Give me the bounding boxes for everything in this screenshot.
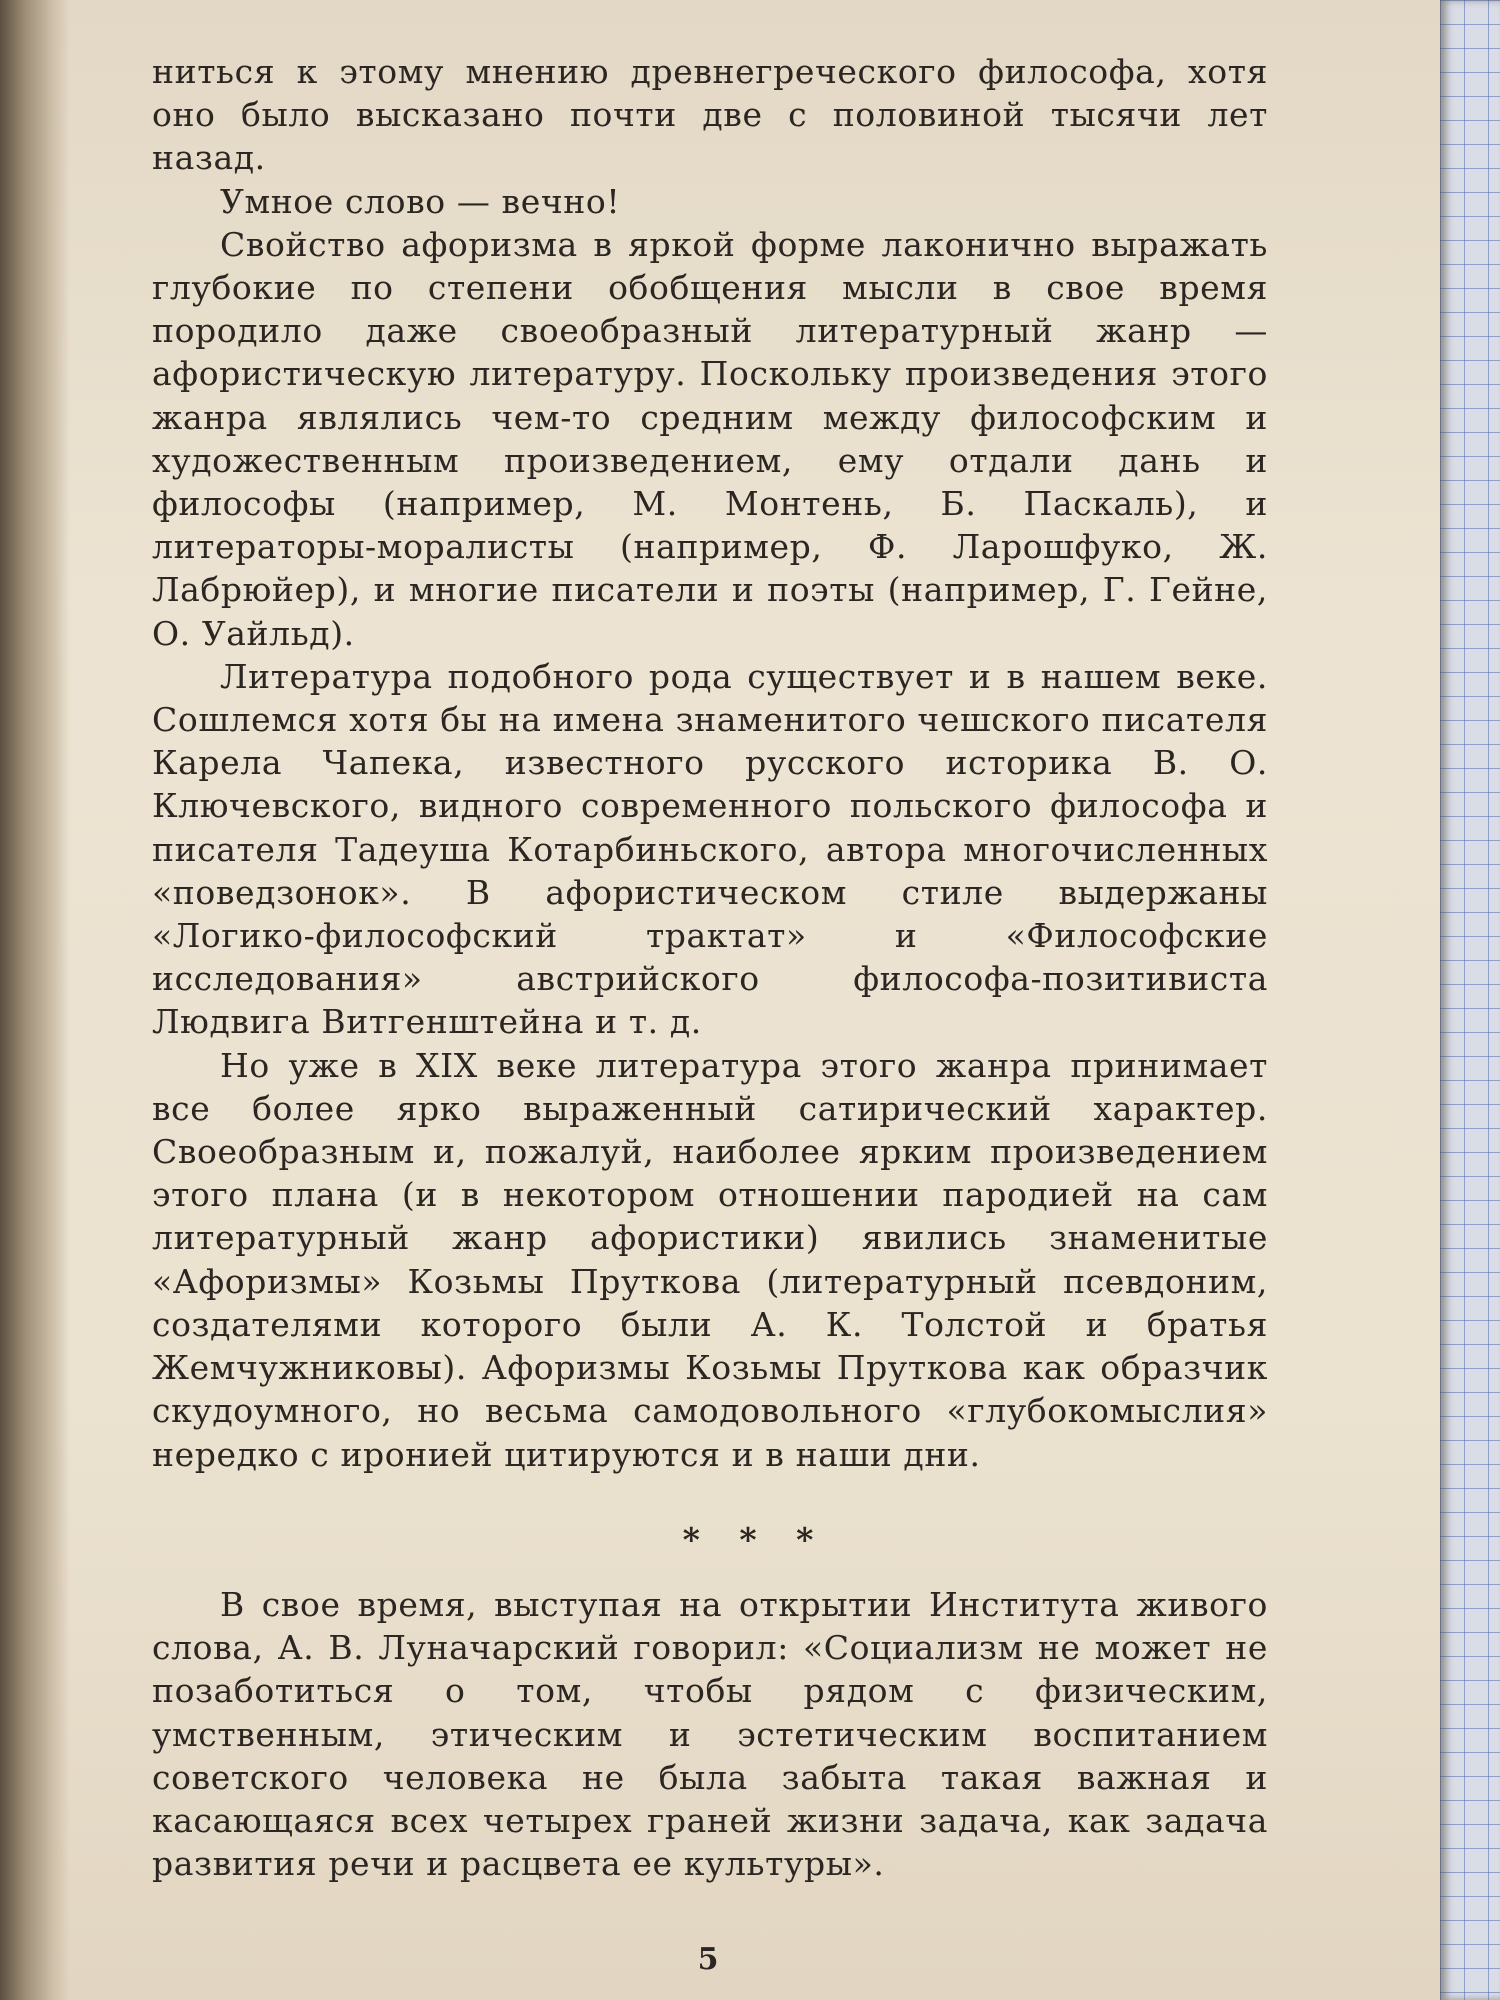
paragraph-continuation: ниться к этому мнению древнегреческого философа, хотя оно было высказано почти две с половиной тысячи лет назад. bbox=[152, 52, 1268, 178]
paragraph-aphorism-genre: Свойство афоризма в яркой форме лаконично выражать глубокие по степени обобщения мысли в свое время породило даже своеобразный литературный жанр — афористическую литературу. Поскольку произведения этого жанра являлись чем-то средним между философским и художественным произведением, ему отдали дань и философы (например, М. Монтень, Б. Паскаль), и литераторы-моралисты (например, Ф. Ларошфуко, Ж. Лабрюйер), и многие писатели и поэты (например, Г. Гейне, О. Уайльд). bbox=[152, 224, 1268, 653]
paragraph-quote: Умное слово — вечно! bbox=[220, 181, 621, 221]
paragraph-nineteenth-century: Но уже в XIX веке литература этого жанра принимает все более ярко выраженный сатирический характер. Своеобразным и, пожалуй, наиболее ярким произведением этого плана (и в некотором отношении пародией на сам литературный жанр афористики) явились знаменитые «Афоризмы» Козьмы Пруткова (литературный псевдоним, создателями которого были А. К. Толстой и братья Жемчужниковы). Афоризмы Козьмы Пруткова как образчик скудоумного, но весьма самодовольного «глубокомыслия» нередко с иронией цитируются и в наши дни. bbox=[152, 1045, 1268, 1474]
grid-paper-background bbox=[1440, 0, 1500, 2000]
book-binding-shadow bbox=[0, 0, 70, 2000]
paragraph-lunacharsky: В свое время, выступая на открытии Института живого слова, А. В. Луначарский говорил: «Социализм не может не позаботиться о том, чтобы рядом с физическим, умственным, этическим и эстетическим воспитанием советского человека не была забыта такая важная и касающаяся всех четырех граней жизни задача, как задача развития речи и расцвета ее культуры». bbox=[152, 1584, 1268, 1884]
page-number: 5 bbox=[697, 1942, 719, 1977]
section-separator: * * * bbox=[682, 1519, 828, 1559]
paragraph-our-century: Литература подобного рода существует и в нашем веке. Сошлемся хотя бы на имена знаменитого чешского писателя Карела Чапека, известного русского историка В. О. Ключевского, видного современного польского философа и писателя Тадеуша Котарбиньского, автора многочисленных «поведзонок». В афористическом стиле выдержаны «Логико-философский трактат» и «Философские исследования» австрийского философа-позитивиста Людвига Витгенштейна и т. д. bbox=[152, 656, 1268, 1042]
page-text-body bbox=[152, 50, 1268, 1885]
